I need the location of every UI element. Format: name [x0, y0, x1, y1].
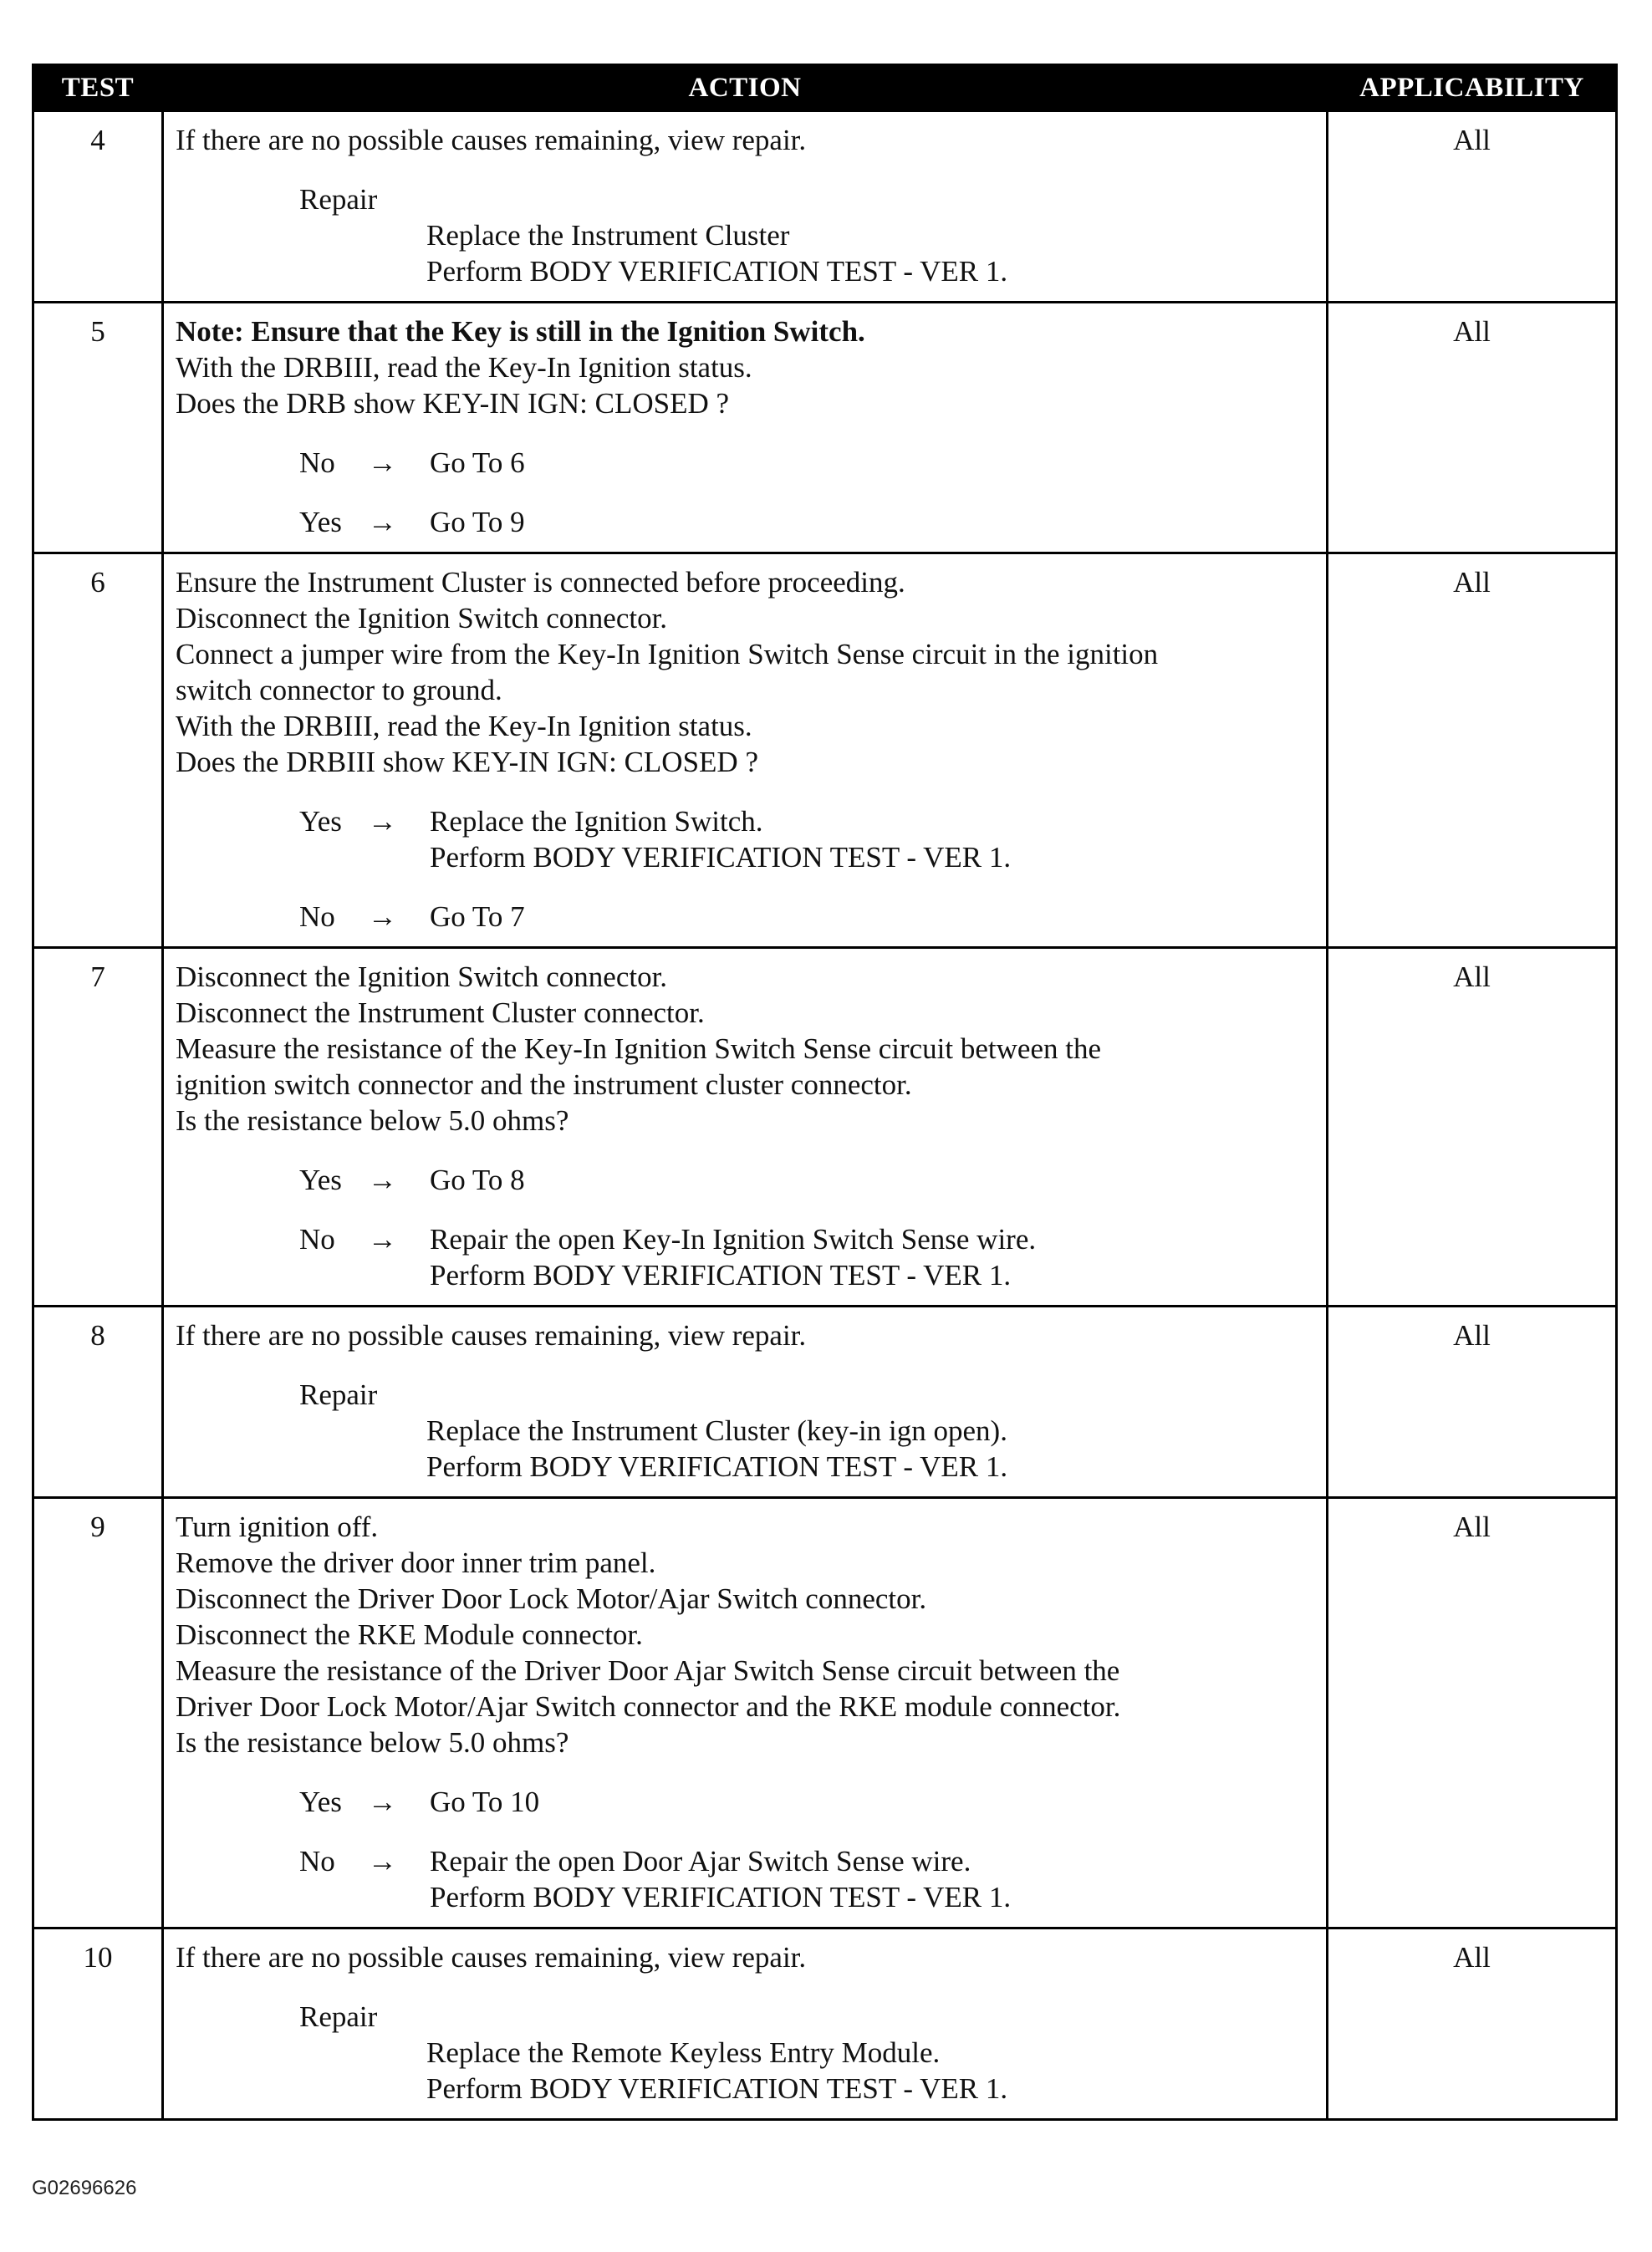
action-line: Remove the driver door inner trim panel. — [176, 1546, 656, 1579]
branch-result-line: Go To 8 — [430, 1164, 525, 1196]
repair-label: Repair — [299, 2000, 378, 2033]
action-line: Connect a jumper wire from the Key-In Ignition Switch Sense circuit in the ignition — [176, 638, 1159, 670]
branch-result-line: Replace the Ignition Switch. — [430, 805, 763, 838]
spacer — [176, 1760, 1314, 1784]
branch-result-line: Repair the open Key-In Ignition Switch Sense wire. — [430, 1223, 1037, 1256]
repair-steps — [176, 2035, 1314, 2107]
action-line: With the DRBIII, read the Key-In Ignition status. — [176, 710, 752, 742]
action-cell — [163, 111, 1328, 303]
branch-result — [430, 1162, 525, 1198]
repair-step: Replace the Remote Keyless Entry Module. — [426, 2036, 941, 2069]
action-line: Ensure the Instrument Cluster is connected before proceeding. — [176, 566, 905, 599]
applicability-value: All — [1328, 1307, 1617, 1498]
action-line: Disconnect the Ignition Switch connector. — [176, 602, 668, 634]
action-line: Disconnect the Ignition Switch connector. — [176, 960, 668, 993]
action-line: With the DRBIII, read the Key-In Ignition status. — [176, 351, 752, 384]
test-number: 6 — [33, 553, 163, 948]
action-cell — [163, 553, 1328, 948]
repair-step: Replace the Instrument Cluster (key-in ign open). — [426, 1414, 1007, 1447]
applicability-value: All — [1328, 948, 1617, 1307]
action-line: Disconnect the Driver Door Lock Motor/Ajar Switch connector. — [176, 1582, 927, 1615]
branch-result — [430, 1221, 1036, 1293]
applicability-value: All — [1328, 111, 1617, 303]
spacer — [176, 1139, 1314, 1162]
branch-result-line: Go To 7 — [430, 900, 525, 933]
repair-step: Perform BODY VERIFICATION TEST - VER 1. — [426, 2072, 1008, 2105]
branch-answer: No — [299, 446, 335, 479]
header-test: TEST — [33, 65, 163, 111]
applicability-value: All — [1328, 553, 1617, 948]
branch-yes — [176, 504, 1314, 540]
branch-yes — [176, 1162, 1314, 1198]
branch-result — [430, 899, 525, 935]
branch-no — [176, 1221, 1314, 1293]
test-number: 5 — [33, 303, 163, 553]
branch-result-line: Go To 10 — [430, 1786, 540, 1818]
test-number: 4 — [33, 111, 163, 303]
action-line: Disconnect the RKE Module connector. — [176, 1618, 643, 1651]
arrow-icon: → — [368, 446, 397, 479]
branch-no — [176, 1843, 1314, 1915]
action-line: Driver Door Lock Motor/Ajar Switch connector and the RKE module connector. — [176, 1690, 1121, 1723]
spacer — [176, 421, 1314, 445]
table-body — [33, 111, 1617, 2120]
action-line: switch connector to ground. — [176, 674, 502, 706]
arrow-icon: → — [368, 900, 397, 933]
test-table — [32, 64, 1618, 2121]
arrow-icon: → — [368, 805, 397, 838]
action-line: Measure the resistance of the Driver Door Ajar Switch Sense circuit between the — [176, 1654, 1120, 1687]
branch-answer: Yes — [299, 1164, 342, 1196]
action-line: Is the resistance below 5.0 ohms? — [176, 1726, 569, 1759]
action-cell — [163, 1498, 1328, 1928]
table-row — [33, 1928, 1617, 2120]
action-cell — [163, 1928, 1328, 2120]
action-cell — [163, 303, 1328, 553]
repair-label: Repair — [299, 183, 378, 216]
branch-result — [430, 1784, 539, 1820]
branch-yes — [176, 803, 1314, 875]
repair-step: Replace the Instrument Cluster — [426, 219, 790, 252]
note-text: Note: Ensure that the Key is still in the Ignition Switch. — [176, 315, 865, 348]
repair-step: Perform BODY VERIFICATION TEST - VER 1. — [426, 255, 1008, 288]
action-line: Does the DRBIII show KEY-IN IGN: CLOSED ? — [176, 746, 758, 778]
table-row — [33, 1307, 1617, 1498]
repair-steps — [176, 217, 1314, 289]
arrow-icon: → — [368, 506, 397, 538]
branch-answer: Yes — [299, 805, 342, 838]
action-line: Disconnect the Instrument Cluster connector. — [176, 996, 705, 1029]
repair-steps — [176, 1413, 1314, 1485]
table-row — [33, 1498, 1617, 1928]
arrow-icon: → — [368, 1786, 397, 1818]
header-action: ACTION — [163, 65, 1328, 111]
header-applicability: APPLICABILITY — [1328, 65, 1617, 111]
branch-yes — [176, 1784, 1314, 1820]
procedure-sheet — [32, 64, 1615, 2121]
branch-answer: No — [299, 900, 335, 933]
action-line: If there are no possible causes remaining, view repair. — [176, 124, 807, 156]
table-row — [33, 111, 1617, 303]
arrow-icon: → — [368, 1223, 397, 1256]
action-cell — [163, 948, 1328, 1307]
action-line: If there are no possible causes remaining, view repair. — [176, 1319, 807, 1352]
branch-result-line: Perform BODY VERIFICATION TEST - VER 1. — [430, 1259, 1012, 1292]
branch-result-line: Go To 9 — [430, 506, 525, 538]
branch-result-line: Repair the open Door Ajar Switch Sense wire. — [430, 1845, 971, 1878]
applicability-value: All — [1328, 303, 1617, 553]
branch-result — [430, 1843, 1011, 1915]
branch-result — [430, 504, 525, 540]
action-line: Does the DRB show KEY-IN IGN: CLOSED ? — [176, 387, 730, 420]
test-number: 8 — [33, 1307, 163, 1498]
test-number: 7 — [33, 948, 163, 1307]
applicability-value: All — [1328, 1498, 1617, 1928]
branch-answer: Yes — [299, 506, 342, 538]
action-line: Turn ignition off. — [176, 1511, 379, 1543]
branch-result — [430, 803, 1011, 875]
action-line: Measure the resistance of the Key-In Ignition Switch Sense circuit between the — [176, 1032, 1101, 1065]
branch-answer: No — [299, 1845, 335, 1878]
action-cell — [163, 1307, 1328, 1498]
table-row — [33, 948, 1617, 1307]
branch-result-line: Go To 6 — [430, 446, 525, 479]
applicability-value: All — [1328, 1928, 1617, 2120]
arrow-icon: → — [368, 1845, 397, 1878]
table-row — [33, 303, 1617, 553]
branch-result — [430, 445, 525, 481]
branch-no — [176, 445, 1314, 481]
branch-no — [176, 899, 1314, 935]
spacer — [176, 780, 1314, 803]
action-line: ignition switch connector and the instrument cluster connector. — [176, 1068, 912, 1101]
test-number: 9 — [33, 1498, 163, 1928]
action-line: If there are no possible causes remaining, view repair. — [176, 1941, 807, 1974]
branch-result-line: Perform BODY VERIFICATION TEST - VER 1. — [430, 1881, 1012, 1913]
repair-step: Perform BODY VERIFICATION TEST - VER 1. — [426, 1450, 1008, 1483]
branch-answer: Yes — [299, 1786, 342, 1818]
repair-label: Repair — [299, 1378, 378, 1411]
branch-answer: No — [299, 1223, 335, 1256]
figure-id: G02696626 — [32, 2177, 137, 2199]
table-row — [33, 553, 1617, 948]
header-row — [33, 65, 1617, 111]
branch-result-line: Perform BODY VERIFICATION TEST - VER 1. — [430, 841, 1012, 874]
arrow-icon: → — [368, 1164, 397, 1196]
action-line: Is the resistance below 5.0 ohms? — [176, 1104, 569, 1137]
test-number: 10 — [33, 1928, 163, 2120]
